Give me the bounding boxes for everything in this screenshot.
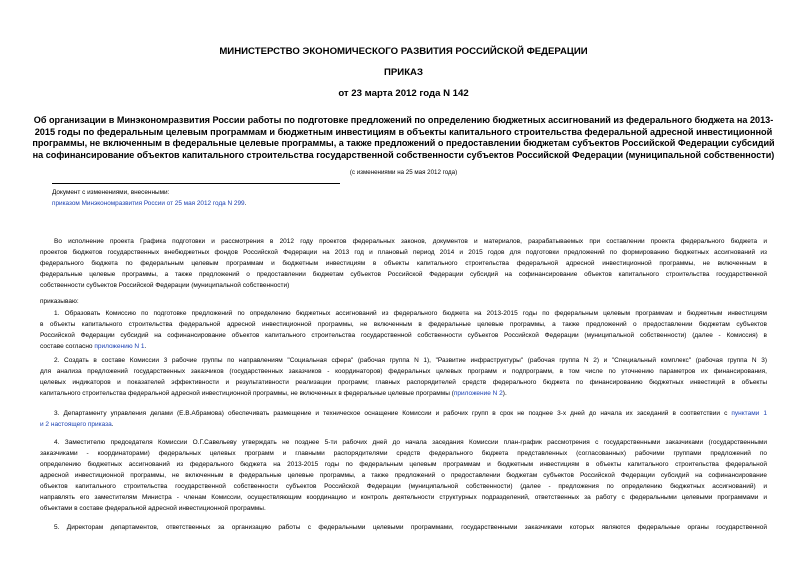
paragraph-5 — [40, 522, 767, 533]
paragraph-line: федерального бюджета по федеральным целевым программам и бюджетным инвестициям в объекты капитального строительства федеральной адресной инвестиционной программы, не включенным в — [40, 260, 767, 268]
paragraph-line: направлять его заместителям Министра - членам Комиссии, осуществляющим координацию и контроль деятельности структурных подразделений, ответственных за работу с федеральными целевыми программами и — [40, 494, 767, 502]
paragraph-line — [40, 408, 767, 419]
amendment-box — [52, 187, 246, 209]
amendment-box-label: Документ с изменениями, внесенными: — [52, 189, 170, 196]
title-line: на софинансирование объектов капитального строительства государственной собственности субъектов Российской Федерации (муниципальной собственности) — [32, 149, 775, 160]
amendment-order-link[interactable]: приказом Минэкономразвития России от 25 мая 2012 года N 299 — [52, 200, 245, 207]
paragraph-line: объектами в составе федеральной адресной инвестиционной программы. — [40, 505, 266, 513]
paragraph-3 — [40, 408, 767, 430]
intro-paragraph — [40, 236, 767, 291]
paragraph-line: Во исполнение проекта Графика подготовки и рассмотрения в 2012 году проектов федеральных законов, документов и материалов, разрабатываемых при составлении проекта федерального бюджета и — [54, 238, 767, 245]
paragraph-text: составе согласно — [40, 343, 95, 351]
paragraph-line: собственности субъектов Российской Федерации (муниципальной собственности) — [40, 282, 290, 290]
document-title — [32, 115, 775, 161]
amendment-box-link-line — [52, 198, 246, 209]
title-line: 2015 годы по федеральным целевым программам и бюджетным инвестициям в объекты капитального строительства федеральной адресной инвестиционной — [34, 126, 773, 137]
title-line: программы, не включенным в федеральные целевые программы, а также предложений о предоставлении бюджетам субъектов Российской Федерации субсидий — [32, 138, 775, 149]
separator-line — [52, 183, 340, 184]
paragraph-text: . — [144, 343, 147, 351]
paragraph-line: 1. Образовать Комиссию по подготовке предложений по определению бюджетных ассигнований из федерального бюджета на 2013-2015 годы по федеральным целевым программам и бюджетным инвестициям — [54, 310, 767, 317]
paragraph-line — [40, 388, 767, 399]
items-2-link[interactable]: и 2 настоящего приказа — [40, 421, 112, 429]
paragraph-line — [40, 341, 767, 352]
paragraph-line: объектов капитального строительства государственной собственности субъектов Российской Федерации (муниципальной собственности) (далее - предложения по определению бюджетных ассигнований) и — [40, 483, 767, 491]
ministry-heading: МИНИСТЕРСТВО ЭКОНОМИЧЕСКОГО РАЗВИТИЯ РОССИЙСКОЙ ФЕДЕРАЦИИ — [219, 46, 588, 57]
amendment-note: (с изменениями на 25 мая 2012 года) — [349, 169, 458, 176]
paragraph-text: . — [111, 421, 114, 429]
appendix-2-link[interactable]: приложение N 2 — [453, 390, 503, 398]
order-heading: ПРИКАЗ — [384, 67, 423, 78]
paragraph-1 — [40, 308, 767, 352]
paragraph-4 — [40, 437, 767, 514]
paragraph-line: 2. Создать в составе Комиссии 3 рабочие группы по направлениям "Социальная сфера" (рабочая группа N 1), "Развитие инфраструктуры" (рабочая группа N 2) и "Специальный комплекс" (рабочая группа N 3) — [54, 357, 767, 364]
order-word: приказываю: — [40, 298, 79, 305]
amendment-link-tail: . — [244, 200, 247, 207]
paragraph-line: определению бюджетных ассигнований из федерального бюджета на 2013-2015 годы по федеральным целевым программам и бюджетным инвестициям в объекты капитального строительства федеральной — [40, 461, 767, 469]
paragraph-line: целевых индикаторов и показателей эффективности и результативности реализации программ; главных распорядителей средств федерального бюджета по финансированию бюджетных инвестиций в объекты — [40, 379, 767, 387]
paragraph-text: капитального строительства федеральной адресной инвестиционной программы, не включенных в федеральные целевые программы ( — [40, 390, 454, 398]
paragraph-text: 3. Департаменту управления делами (Е.В.Абрамова) обеспечивать размещение и техническое оснащение Комиссии и рабочих групп в срок не позднее 3-х дней до начала их заседаний в соответствии с — [54, 410, 732, 417]
paragraph-line: федеральные целевые программы, а также предложений о предоставлении бюджетам субъектов Российской Федерации субсидий на софинансирование объектов капитального строительства государственной — [40, 271, 767, 279]
paragraph-line: проектов бюджетов государственных внебюджетных фондов Российской Федерации на 2013 год и плановый период 2014 и 2015 годов для подготовки предложений по формированию бюджетных ассигнований из — [40, 249, 767, 257]
paragraph-2 — [40, 355, 767, 399]
paragraph-line: Российской Федерации субсидий на софинансирование объектов капитального строительства государственной собственности субъектов Российской Федерации (муниципальной собственности) (далее - Комиссия) в — [40, 332, 767, 340]
order-date: от 23 марта 2012 года N 142 — [338, 88, 469, 99]
paragraph-line — [40, 419, 767, 430]
paragraph-line: адресной инвестиционной программы, не включенным в федеральные целевые программы, а также предложений о предоставлении бюджетам субъектов Российской Федерации субсидий на софинансирование — [40, 472, 767, 480]
title-line: Об организации в Минэкономразвития России работы по подготовке предложений по определению бюджетных ассигнований из федерального бюджета на 2013- — [33, 115, 774, 125]
paragraph-line: в объекты капитального строительства федеральной адресной инвестиционной программы, не включенным в федеральные целевые программы, а также предложений о предоставлении бюджетам субъектов — [40, 321, 767, 329]
paragraph-line: 5. Директорам департаментов, ответственных за организацию работы с федеральными целевыми программами, государственными заказчиками которых являются федеральные органы государственной — [54, 524, 767, 531]
paragraph-line: заказчиками - координаторами) федеральных целевых программ и главными распорядителями средств федерального бюджета представленных (согласованных) рабочими группами предложений по — [40, 450, 767, 458]
paragraph-line: 4. Заместителю председателя Комиссии О.Г.Савельеву утверждать не позднее 5-ти рабочих дней до начала заседания Комиссии план-график рассмотрения с государственными заказчиками (государственными — [54, 439, 767, 446]
paragraph-line: для анализа предложений государственных заказчиков (государственных заказчиков - координаторов) федеральных целевых программ и подпрограмм, в том числе по уточнению параметров их финансирования, — [40, 368, 767, 376]
items-1-link[interactable]: пунктами 1 — [731, 410, 767, 417]
appendix-1-link[interactable]: приложению N 1 — [94, 343, 145, 351]
paragraph-text: ). — [502, 390, 507, 398]
